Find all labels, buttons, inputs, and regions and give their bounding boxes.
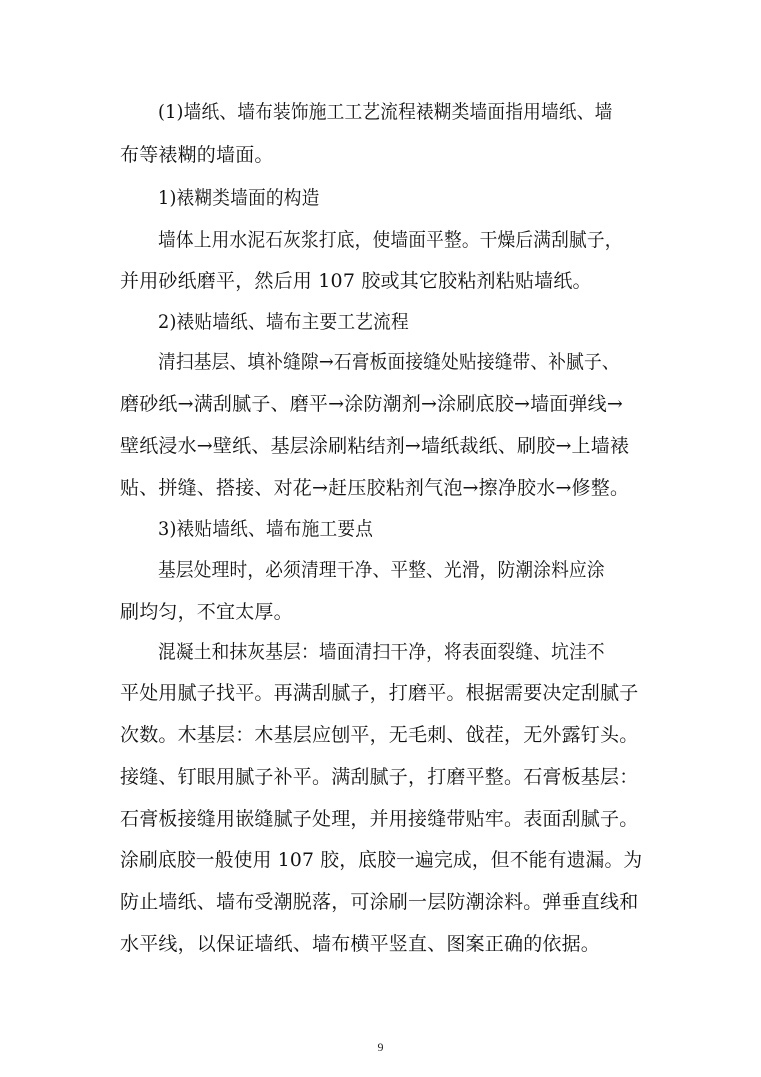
text-line: 1)裱糊类墙面的构造	[158, 187, 320, 209]
text-line: 防止墙纸、墙布受潮脱落，可涂刷一层防潮涂料。弹垂直线和	[120, 891, 639, 913]
text-line: 混凝土和抹灰基层：墙面清扫干净，将表面裂缝、坑洼不	[158, 641, 605, 663]
text-line: 接缝、钉眼用腻子补平。满刮腻子，打磨平整。石膏板基层：	[120, 766, 639, 788]
text-line: 涂刷底胶一般使用 107 胶，底胶一遍完成，但不能有遗漏。为	[120, 849, 643, 871]
text-line: 刷均匀，不宜太厚。	[120, 601, 293, 623]
text-line: (1)墙纸、墙布装饰施工工艺流程裱糊类墙面指用墙纸、墙	[158, 101, 613, 123]
text-line: 水平线，以保证墙纸、墙布横平竖直、图案正确的依据。	[120, 933, 601, 955]
text-line: 基层处理时，必须清理干净、平整、光滑，防潮涂料应涂	[158, 559, 605, 581]
text-line: 布等裱糊的墙面。	[120, 144, 274, 166]
text-line: 石膏板接缝用嵌缝腻子处理，并用接缝带贴牢。表面刮腻子。	[120, 808, 639, 830]
text-line: 3)裱贴墙纸、墙布施工要点	[158, 518, 374, 540]
page-number: 9	[377, 1040, 384, 1054]
text-line: 墙体上用水泥石灰浆打底，使墙面平整。干燥后满刮腻子，	[158, 229, 623, 251]
text-line: 磨砂纸→满刮腻子、磨平→涂防潮剂→涂刷底胶→墙面弹线→	[120, 393, 624, 415]
text-line: 并用砂纸磨平，然后用 107 胶或其它胶粘剂粘贴墙纸。	[120, 270, 592, 292]
text-line: 2)裱贴墙纸、墙布主要工艺流程	[158, 311, 409, 333]
text-line: 清扫基层、填补缝隙→石膏板面接缝处贴接缝带、补腻子、	[158, 351, 620, 373]
text-line: 贴、拼缝、搭接、对花→赶压胶粘剂气泡→擦净胶水→修整。	[120, 477, 630, 499]
text-line: 壁纸浸水→壁纸、基层涂刷粘结剂→墙纸裁纸、刷胶→上墙裱	[120, 435, 630, 457]
text-line: 平处用腻子找平。再满刮腻子，打磨平。根据需要决定刮腻子	[120, 682, 639, 704]
text-line: 次数。木基层：木基层应刨平，无毛刺、戗茬，无外露钉头。	[120, 724, 639, 746]
